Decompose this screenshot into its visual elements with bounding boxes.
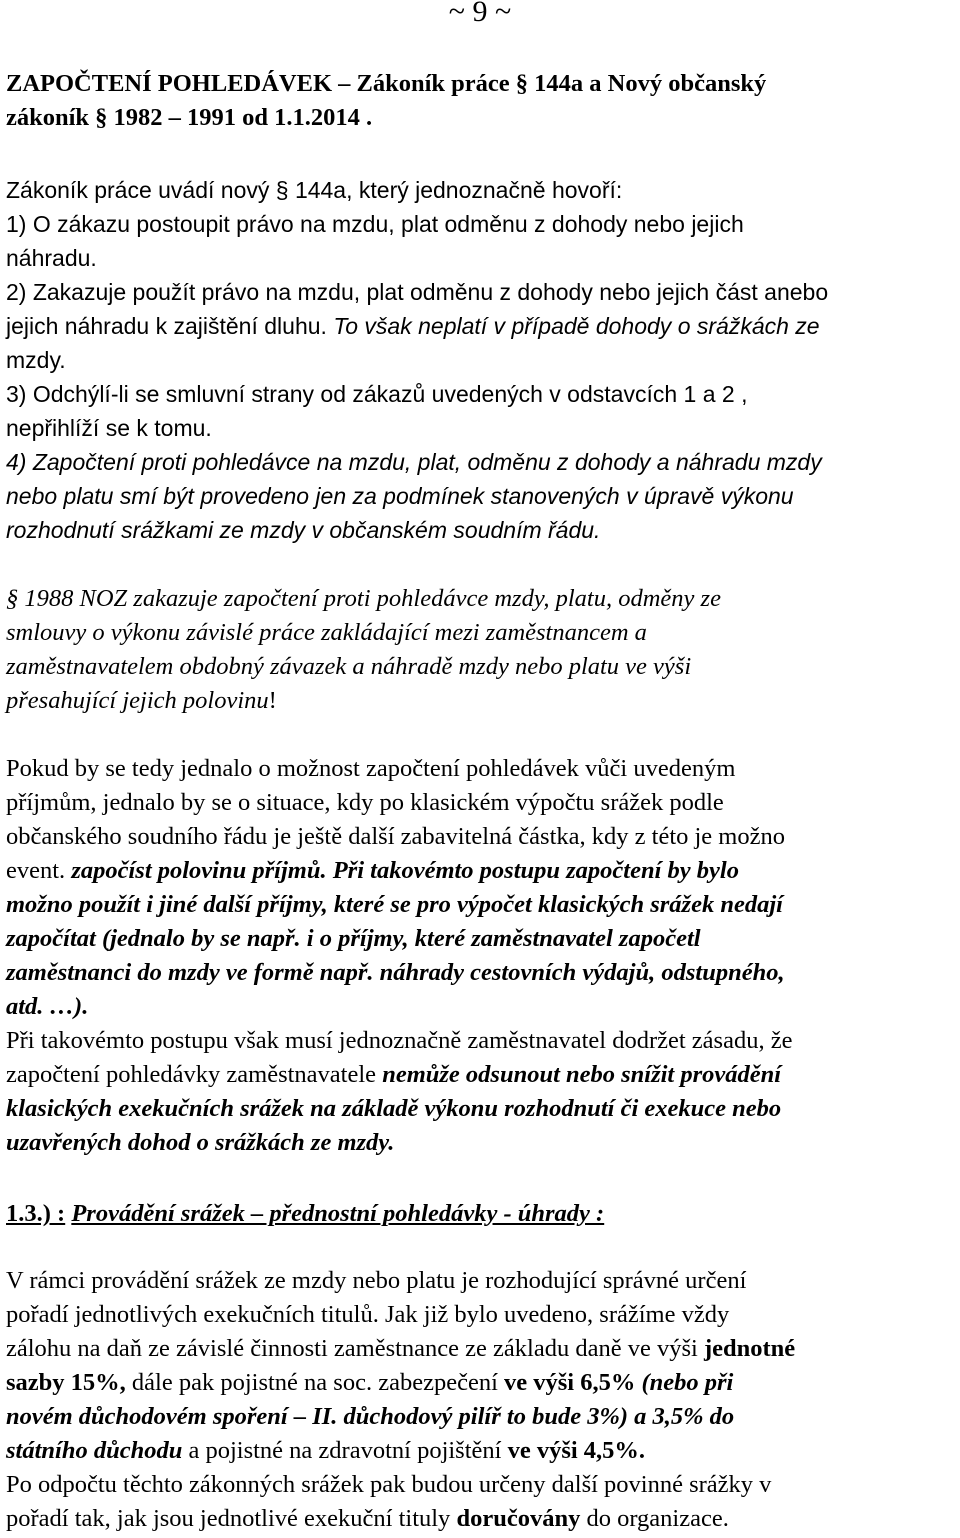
text-line: náhradu. (6, 245, 97, 271)
text-line: Zákoník práce uvádí nový § 144a, který jednoznačně hovoří: (6, 177, 623, 203)
text-line: V rámci provádění srážek ze mzdy nebo platu je rozhodující správné určení (6, 1267, 747, 1294)
text-line (6, 1366, 956, 1400)
text-line: uzavřených dohod o srážkách ze mzdy. (6, 1129, 395, 1156)
bold-run: doručovány (456, 1505, 581, 1532)
noz-paragraph (6, 582, 956, 718)
text-run: započtení pohledávky zaměstnavatele (6, 1061, 383, 1088)
offset-paragraph (6, 752, 956, 1160)
bold-italic-run: nemůže odsunout nebo snížit provádění (382, 1061, 782, 1088)
heading (6, 67, 956, 135)
text-run: dále pak pojistné na soc. zabezpečení (125, 1369, 505, 1396)
text-line (6, 1502, 956, 1536)
deductions-paragraph (6, 1264, 956, 1536)
text-line (6, 1332, 956, 1366)
text-line: smlouvy o výkonu závislé práce zakládající mezi zaměstnancem a (6, 619, 647, 646)
text-line: zaměstnanci do mzdy ve formě např. náhrady cestovních výdajů, odstupného, (6, 959, 785, 986)
text-line: započítat (jednalo by se např. i o příjmy, které zaměstnavatel započetl (6, 925, 701, 952)
intro-paragraph (6, 173, 956, 547)
section-title: Provádění srážek – přednostní pohledávky - úhrady : (71, 1200, 605, 1227)
bold-run: sazby 15%, (6, 1369, 126, 1396)
text-line (6, 1058, 956, 1092)
section-heading (6, 1197, 956, 1231)
text-run: a pojistné na zdravotní pojištění (182, 1437, 508, 1464)
text-line: Při takovémto postupu však musí jednoznačně zaměstnavatel dodržet zásadu, že (6, 1027, 793, 1054)
bold-italic-run: započíst polovinu příjmů. (71, 857, 327, 884)
text-run: přesahující jejich polovinu (6, 687, 269, 714)
text-line: nepřihlíží se k tomu. (6, 415, 212, 441)
text-line: novém důchodovém spoření – II. důchodový pilíř to bude 3%) a 3,5% do (6, 1403, 735, 1430)
italic-run: To však neplatí v případě dohody o srážkách ze (333, 313, 820, 339)
bold-italic-run: Při takovémto postupu započtení by bylo (326, 857, 739, 884)
text-run: do organizace. (580, 1505, 729, 1532)
text-line: Pokud by se tedy jednalo o možnost započtení pohledávek vůči uvedeným (6, 755, 736, 782)
text-line (6, 1197, 956, 1231)
text-line: atd. …). (6, 993, 89, 1020)
text-run: jejich náhradu k zajištění dluhu. (6, 313, 334, 339)
text-line: 3) Odchýlí-li se smluvní strany od zákazů uvedených v odstavcích 1 a 2 , (6, 381, 748, 407)
text-line (6, 684, 956, 718)
bold-run: ve výši 6,5% (504, 1369, 636, 1396)
text-line: 4) Započtení proti pohledávce na mzdu, plat, odměnu z dohody a náhradu mzdy (6, 449, 822, 475)
text-line: Po odpočtu těchto zákonných srážek pak budou určeny další povinné srážky v (6, 1471, 772, 1498)
text-line: zaměstnavatelem obdobný závazek a náhradě mzdy nebo platu ve výši (6, 653, 692, 680)
bold-run: ve výši 4,5%. (507, 1437, 646, 1464)
text-line (6, 854, 956, 888)
page-number: ~ 9 ~ (448, 0, 512, 28)
bold-italic-run: státního důchodu (6, 1437, 183, 1464)
text-line: mzdy. (6, 347, 66, 373)
text-run: pořadí tak, jak jsou jednotlivé exekuční tituly (6, 1505, 457, 1532)
text-line: 1) O zákazu postoupit právo na mzdu, plat odměnu z dohody nebo jejich (6, 211, 744, 237)
section-number: 1.3.) : (6, 1200, 66, 1227)
heading-line: zákoník § 1982 – 1991 od 1.1.2014 . (6, 104, 373, 131)
text-line: klasických exekučních srážek na základě výkonu rozhodnutí či exekuce nebo (6, 1095, 782, 1122)
text-run: event. (6, 857, 72, 884)
text-line: možno použít i jiné další příjmy, které se pro výpočet klasických srážek nedají (6, 891, 783, 918)
heading-line: ZAPOČTENÍ POHLEDÁVEK – Zákoník práce § 144a a Nový občanský (6, 70, 767, 97)
text-line (6, 309, 956, 343)
text-run: ! (268, 687, 277, 714)
bold-italic-run: (nebo při (635, 1369, 734, 1396)
text-line: rozhodnutí srážkami ze mzdy v občanském soudním řádu. (6, 517, 601, 543)
text-line: příjmům, jednalo by se o situace, kdy po klasickém výpočtu srážek podle (6, 789, 724, 816)
text-line (6, 1434, 956, 1468)
text-run: zálohu na daň ze závislé činnosti zaměstnance ze základu daně ve výši (6, 1335, 704, 1362)
text-line: 2) Zakazuje použít právo na mzdu, plat odměnu z dohody nebo jejich část anebo (6, 279, 829, 305)
text-line: § 1988 NOZ zakazuje započtení proti pohledávce mzdy, platu, odměny ze (6, 585, 721, 612)
bold-run: jednotné (703, 1335, 796, 1362)
text-line: pořadí jednotlivých exekučních titulů. Jak již bylo uvedeno, srážíme vždy (6, 1301, 730, 1328)
text-line: občanského soudního řádu je ještě další zabavitelná částka, kdy z této je možno (6, 823, 785, 850)
text-line: nebo platu smí být provedeno jen za podmínek stanovených v úpravě výkonu (6, 483, 794, 509)
